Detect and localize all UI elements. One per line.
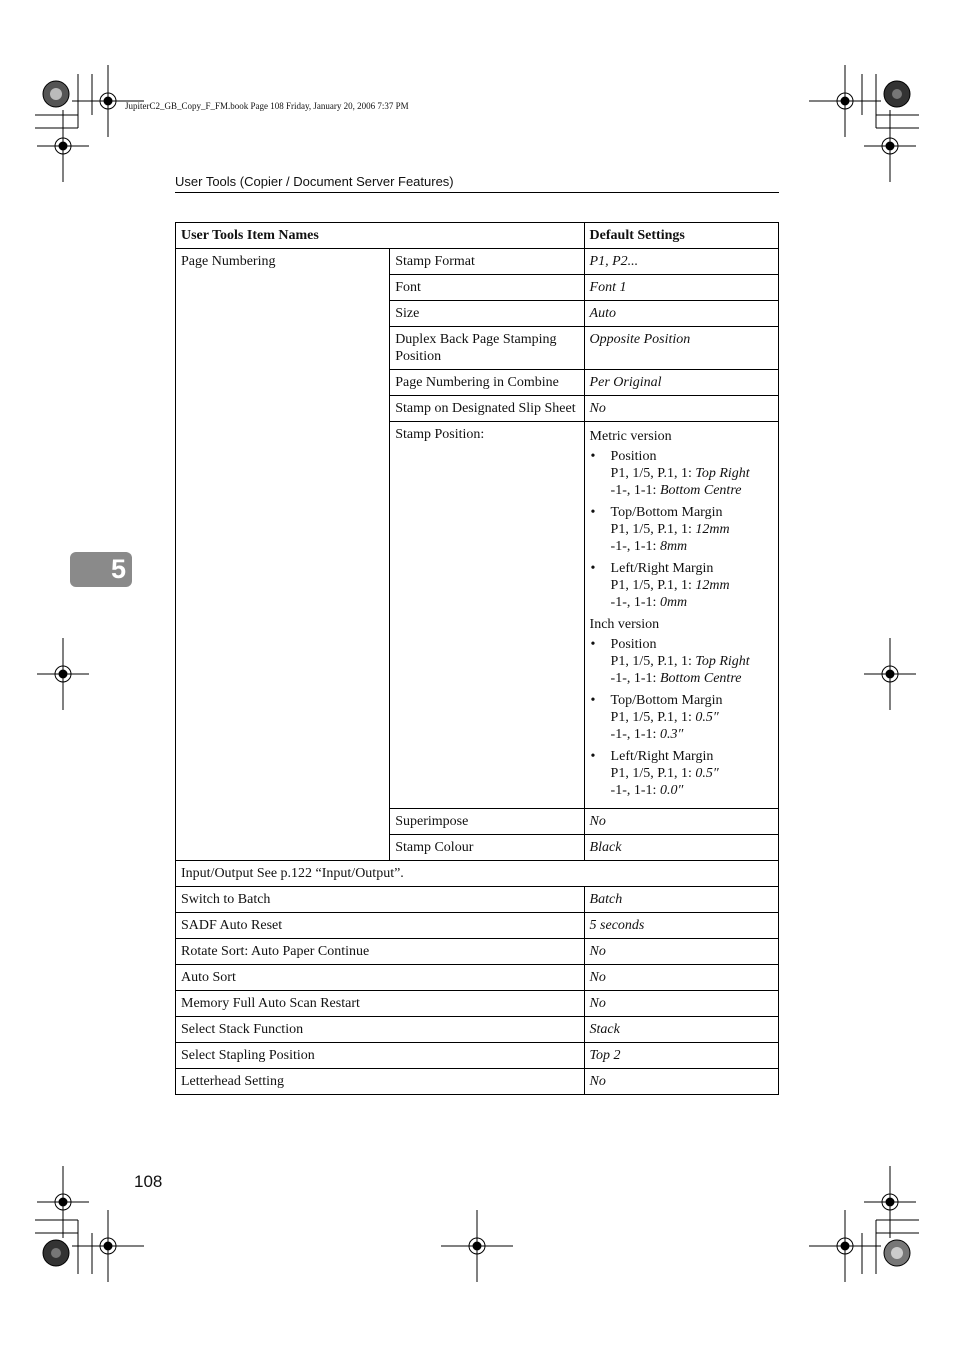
- default-value: Top 2: [584, 1043, 778, 1069]
- table-row: [176, 1069, 779, 1095]
- setting-label: -1-, 1-1:: [610, 539, 660, 554]
- item-name: Switch to Batch: [176, 887, 585, 913]
- setting-label: -1-, 1-1:: [610, 671, 660, 686]
- default-value: P1, P2...: [584, 249, 778, 275]
- default-value: Font 1: [584, 275, 778, 301]
- table-row: [176, 991, 779, 1017]
- default-value: No: [584, 991, 778, 1017]
- setting-line: [611, 577, 773, 594]
- default-value: Black: [584, 835, 778, 861]
- setting-value: 12mm: [695, 522, 730, 537]
- item-name: Page Numbering in Combine: [390, 370, 584, 396]
- setting-value: Top Right: [695, 654, 750, 669]
- setting-title: • Position: [610, 449, 657, 464]
- default-value: 5 seconds: [584, 913, 778, 939]
- setting-title: • Position: [610, 637, 657, 652]
- item-name: Select Stack Function: [176, 1017, 585, 1043]
- default-value: No: [584, 1069, 778, 1095]
- table-row: [176, 939, 779, 965]
- setting-label: -1-, 1-1:: [610, 595, 660, 610]
- setting-line: [611, 726, 773, 743]
- table-row: [176, 1017, 779, 1043]
- setting-title: • Top/Bottom Margin: [610, 505, 723, 520]
- list-item: [590, 636, 773, 687]
- setting-label: P1, 1/5, P.1, 1:: [610, 522, 696, 537]
- table-row: [176, 887, 779, 913]
- default-value: Auto: [584, 301, 778, 327]
- header-title: User Tools (Copier / Document Server Features): [175, 174, 454, 189]
- setting-value: 12mm: [695, 578, 730, 593]
- cross-reference: Input/Output See p.122 “Input/Output”.: [176, 861, 779, 887]
- item-name: Stamp Colour: [390, 835, 584, 861]
- table-row: [176, 913, 779, 939]
- setting-list: [590, 448, 773, 611]
- list-item: [590, 748, 773, 799]
- item-name: Letterhead Setting: [176, 1069, 585, 1095]
- table-row: [176, 861, 779, 887]
- setting-line: [611, 594, 773, 611]
- item-name: Stamp on Designated Slip Sheet: [390, 396, 584, 422]
- setting-line: [611, 782, 773, 799]
- table-row: [176, 249, 779, 275]
- running-header: [175, 174, 779, 193]
- setting-line: [611, 521, 773, 538]
- table-header-row: [176, 223, 779, 249]
- item-name: Font: [390, 275, 584, 301]
- version-label: Metric version: [589, 429, 672, 444]
- default-value: Stack: [584, 1017, 778, 1043]
- setting-value: 0.3″: [659, 727, 684, 742]
- chapter-tab: 5: [70, 552, 132, 587]
- setting-title: • Left/Right Margin: [610, 561, 714, 576]
- default-value: No: [584, 809, 778, 835]
- list-item: [590, 448, 773, 499]
- default-value: [584, 422, 778, 809]
- list-item: [590, 504, 773, 555]
- table-row: [176, 1043, 779, 1069]
- setting-label: -1-, 1-1:: [610, 727, 660, 742]
- default-value: No: [584, 965, 778, 991]
- setting-title: • Top/Bottom Margin: [610, 693, 723, 708]
- table-row: [176, 965, 779, 991]
- print-job-note: JupiterC2_GB_Copy_F_FM.book Page 108 Friday, January 20, 2006 7:37 PM: [125, 101, 409, 111]
- page-number: 108: [134, 1172, 163, 1191]
- setting-title: • Left/Right Margin: [610, 749, 714, 764]
- setting-value: Bottom Centre: [659, 671, 742, 686]
- item-name: Select Stapling Position: [176, 1043, 585, 1069]
- setting-value: 8mm: [659, 539, 688, 554]
- setting-value: Top Right: [695, 466, 750, 481]
- item-name: Duplex Back Page Stamping Position: [390, 327, 584, 370]
- version-label: Inch version: [589, 617, 660, 632]
- default-value: No: [584, 396, 778, 422]
- setting-value: Bottom Centre: [659, 483, 742, 498]
- setting-line: [611, 482, 773, 499]
- col-header-default: Default Settings: [584, 223, 778, 249]
- list-item: [590, 692, 773, 743]
- list-item: [590, 560, 773, 611]
- default-value: No: [584, 939, 778, 965]
- default-value: Batch: [584, 887, 778, 913]
- setting-value: 0.0″: [659, 783, 684, 798]
- setting-value: 0.5″: [695, 766, 719, 781]
- setting-label: -1-, 1-1:: [610, 483, 660, 498]
- setting-line: [611, 670, 773, 687]
- item-name: Stamp Position:: [390, 422, 584, 809]
- setting-label: P1, 1/5, P.1, 1:: [610, 466, 696, 481]
- setting-line: [611, 465, 773, 482]
- setting-label: P1, 1/5, P.1, 1:: [610, 766, 696, 781]
- setting-list: [590, 636, 773, 799]
- user-tools-table: [175, 222, 779, 1095]
- setting-label: P1, 1/5, P.1, 1:: [610, 578, 696, 593]
- item-name: Superimpose: [390, 809, 584, 835]
- item-name: Size: [390, 301, 584, 327]
- item-name: Rotate Sort: Auto Paper Continue: [176, 939, 585, 965]
- setting-value: 0.5″: [695, 710, 719, 725]
- item-name: Stamp Format: [390, 249, 584, 275]
- setting-line: [611, 653, 773, 670]
- item-name: Memory Full Auto Scan Restart: [176, 991, 585, 1017]
- setting-label: P1, 1/5, P.1, 1:: [610, 710, 696, 725]
- setting-line: [611, 765, 773, 782]
- default-value: Opposite Position: [584, 327, 778, 370]
- setting-line: [611, 538, 773, 555]
- group-label: Page Numbering: [176, 249, 390, 861]
- setting-line: [611, 709, 773, 726]
- setting-label: -1-, 1-1:: [610, 783, 660, 798]
- col-header-item: User Tools Item Names: [176, 223, 585, 249]
- item-name: Auto Sort: [176, 965, 585, 991]
- setting-label: P1, 1/5, P.1, 1:: [610, 654, 696, 669]
- default-value: Per Original: [584, 370, 778, 396]
- setting-value: 0mm: [659, 595, 688, 610]
- item-name: SADF Auto Reset: [176, 913, 585, 939]
